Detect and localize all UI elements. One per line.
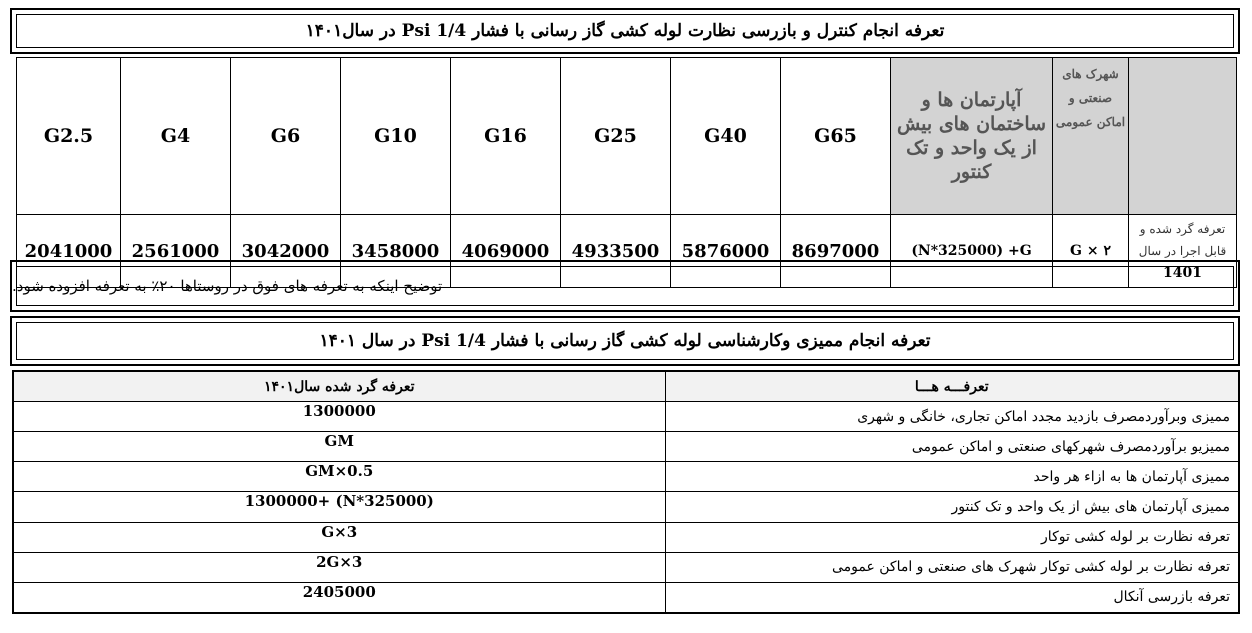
- row-value: G×3: [13, 522, 665, 552]
- col-header: G2.5: [17, 58, 121, 215]
- value-cell: 4069000: [451, 215, 561, 288]
- apartment-formula: (N*325000) +G: [891, 215, 1053, 288]
- row-label: ممیزیو برآوردمصرف شهرکهای صنعتی و اماکن عمومی: [665, 432, 1239, 462]
- col-header: G10: [341, 58, 451, 215]
- value-cell: 3042000: [231, 215, 341, 288]
- value-cell: 2561000: [121, 215, 231, 288]
- value-cell: 3458000: [341, 215, 451, 288]
- table-row: [13, 552, 1239, 582]
- industrial-header: شهرک های صنعتی و اماکن عمومی: [1053, 58, 1129, 215]
- row-value: 1300000+ (N*325000): [13, 492, 665, 522]
- row-label: تعرفه نظارت بر لوله کشی توکار: [665, 522, 1239, 552]
- value-cell: 2041000: [17, 215, 121, 288]
- row-label: تعرفه بازرسی آنکال: [665, 582, 1239, 613]
- col-rounded-header: تعرفه گرد شده سال۱۴۰۱: [13, 371, 665, 402]
- col-header: G65: [781, 58, 891, 215]
- value-cell: 5876000: [671, 215, 781, 288]
- table-row: [13, 432, 1239, 462]
- row-value: 1300000: [13, 402, 665, 432]
- table-header-row: [13, 371, 1239, 402]
- col-header: G4: [121, 58, 231, 215]
- col-header: G40: [671, 58, 781, 215]
- row-label: ممیزی آپارتمان ها به ازاء هر واحد: [665, 462, 1239, 492]
- row-label: ممیزی آپارتمان های بیش از یک واحد و تک کنتور: [665, 492, 1239, 522]
- tariff-title-audit: [10, 316, 1240, 366]
- col-header: G6: [231, 58, 341, 215]
- control-tariff-table: [16, 57, 1237, 288]
- value-cell: 4933500: [561, 215, 671, 288]
- header-row: [17, 58, 1237, 215]
- tariff-title-control: [10, 8, 1240, 54]
- value-cell: 8697000: [781, 215, 891, 288]
- row-value: GM×0.5: [13, 462, 665, 492]
- audit-tariff-table: [12, 370, 1240, 614]
- col-header: G25: [561, 58, 671, 215]
- village-note: [10, 260, 1240, 312]
- title-text: تعرفه انجام کنترل و بازرسی نظارت لوله کشی گاز رسانی با فشار Psi 1/4 در سال۱۴۰۱: [305, 21, 945, 41]
- col-tariff-header: تعرفـــه هـــا: [665, 371, 1239, 402]
- table-row: [13, 462, 1239, 492]
- row-value: GM: [13, 432, 665, 462]
- apartment-header: آپارتمان ها و ساختمان های بیش از یک واحد و تک کنتور: [891, 58, 1053, 215]
- table-row: [13, 402, 1239, 432]
- row-label: ممیزی وبرآوردمصرف بازدید مجدد اماکن تجاری، خانگی و شهری: [665, 402, 1239, 432]
- row-value: 2G×3: [13, 552, 665, 582]
- title2-text: تعرفه انجام ممیزی وکارشناسی لوله کشی گاز رسانی با فشار Psi 1/4 در سال ۱۴۰۱: [319, 331, 931, 351]
- row-value: 2405000: [13, 582, 665, 613]
- row-label-year: 1401: [1163, 265, 1202, 281]
- table-row: [13, 492, 1239, 522]
- note-text: توضیح اینکه به تعرفه های فوق در روستاها ۲۰٪ به تعرفه افزوده شود.: [12, 277, 443, 295]
- industrial-formula: G × ۲: [1053, 215, 1129, 288]
- table-row: [13, 582, 1239, 613]
- table-row: [13, 522, 1239, 552]
- row-label-text: تعرفه گرد شده و قابل اجرا در سال: [1138, 222, 1227, 258]
- col-header: G16: [451, 58, 561, 215]
- empty-header: [1129, 58, 1237, 215]
- row-label: تعرفه نظارت بر لوله کشی توکار شهرک های صنعتی و اماکن عمومی: [665, 552, 1239, 582]
